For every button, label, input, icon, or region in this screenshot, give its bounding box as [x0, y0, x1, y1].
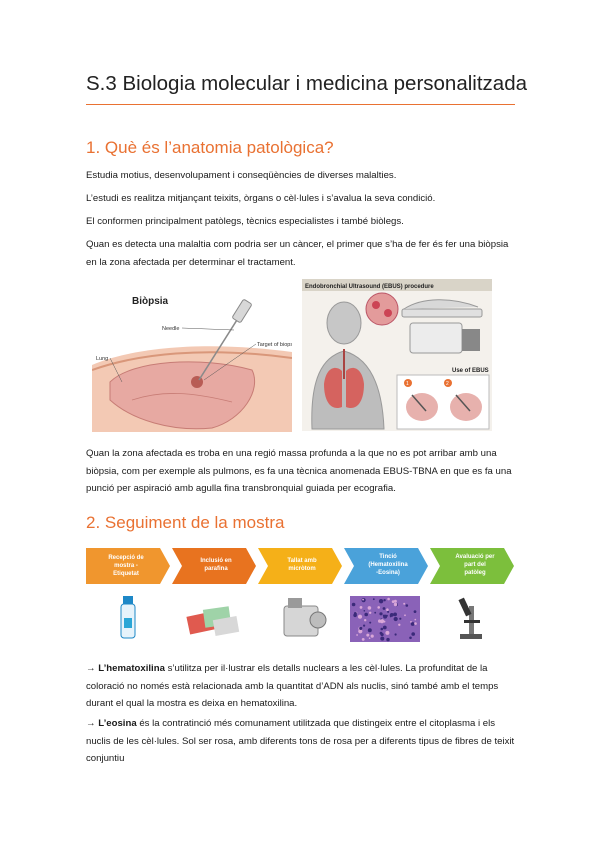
- tissue-texture-dot: [411, 622, 415, 626]
- ebus-figure-title: Endobronchial Ultrasound (EBUS) procedure: [305, 284, 434, 290]
- microscope-image: [458, 598, 482, 639]
- tissue-texture-dot: [411, 632, 415, 636]
- tissue-texture-dot: [394, 617, 398, 621]
- biopsy-illustration: [92, 290, 292, 432]
- biopsy-figure-title: Biòpsia: [132, 296, 169, 307]
- tissue-texture-dot: [383, 615, 387, 619]
- svg-text:2: 2: [446, 381, 449, 387]
- tissue-texture-dot: [404, 614, 406, 616]
- section1-paragraph-3: El conformen principalment patòlegs, tècnics especialistes i també biòlegs.: [86, 216, 404, 227]
- tissue-texture-dot: [352, 603, 356, 607]
- tissue-texture-dot: [399, 618, 401, 620]
- tissue-texture-dot: [381, 633, 384, 636]
- tissue-texture-dot: [414, 610, 417, 613]
- tissue-texture-dot: [392, 600, 395, 603]
- svg-text:1: 1: [406, 381, 409, 387]
- tissue-texture-dot: [369, 612, 371, 614]
- document-title: S.3 Biologia molecular i medicina personalitzada: [86, 72, 527, 95]
- tissue-texture-dot: [395, 633, 397, 635]
- tissue-texture-dot: [368, 628, 372, 632]
- section1-paragraph-1: Estudia motius, desenvolupament i conseqüències de diverses malalties.: [86, 170, 397, 181]
- section1-heading: 1. Què és l’anatomia patològica?: [86, 138, 334, 157]
- process-step-2-label: Inclusió en parafina: [200, 558, 232, 572]
- tissue-texture-dot: [379, 599, 383, 603]
- tissue-texture-dot: [387, 611, 389, 613]
- tissue-texture-dot: [383, 626, 387, 630]
- section1-paragraph-2: L’estudi es realitza mitjançant teixits, òrgans o cèl·lules i s’avalua la seva condició.: [86, 193, 436, 204]
- tissue-texture-dot: [394, 603, 397, 606]
- tissue-texture-dot: [380, 637, 384, 641]
- tissue-texture-dot: [368, 606, 372, 610]
- tissue-texture-dot: [373, 598, 375, 600]
- tissue-texture-dot: [366, 634, 369, 637]
- tissue-texture-dot: [403, 603, 405, 605]
- microtome-image: [284, 598, 326, 636]
- label-lung: Lung: [96, 356, 109, 362]
- tissue-texture-dot: [356, 634, 358, 636]
- tissue-texture-dot: [369, 637, 371, 639]
- tissue-texture-dot: [379, 612, 382, 615]
- process-step-4: [344, 548, 428, 584]
- tissue-texture-dot: [374, 612, 376, 614]
- tissue-texture-dot: [354, 612, 357, 615]
- tissue-texture-dot: [387, 598, 390, 601]
- tissue-texture-dot: [363, 625, 365, 627]
- tissue-texture-dot: [383, 599, 385, 601]
- process-step-1-label: Recepció de mostra -Etiquetat: [108, 555, 144, 577]
- tissue-texture-dot: [385, 631, 389, 635]
- process-step-4-label: Tinció (Hematoxilina -Eosina): [368, 554, 408, 576]
- process-step-3-label: Tallat amb micròtom: [287, 558, 317, 572]
- tissue-texture-dot: [398, 624, 400, 626]
- paraffin-cassettes-image: [186, 606, 239, 636]
- tissue-texture-dot: [360, 606, 363, 609]
- tissue-texture-dot: [364, 610, 366, 612]
- tissue-texture-dot: [380, 619, 384, 623]
- process-step-5: [430, 548, 514, 584]
- hematoxilina-term: L’hematoxilina: [98, 663, 165, 674]
- tissue-texture-dot: [414, 622, 417, 625]
- tissue-texture-dot: [364, 613, 368, 617]
- tissue-texture-dot: [371, 635, 374, 638]
- label-target: Target of biopsy: [257, 342, 292, 348]
- sample-tube-image: [121, 596, 135, 638]
- tissue-texture-dot: [362, 599, 364, 601]
- tissue-texture-dot: [364, 619, 366, 621]
- section2-paragraph-eosina: → L’eosina és la contratinció més comunament utilitzada que distingeix entre el citoplasma i els nuclis de les cèl·lules. Sol ser rosa, amb diferents tons de rosa per a diferents tipus de fibres de teixit conjuntiu: [86, 718, 515, 764]
- process-step-5-label: Avaluació per part del patòleg: [455, 554, 495, 576]
- tissue-texture-dot: [359, 627, 362, 630]
- label-needle: Needle: [162, 326, 180, 332]
- tissue-texture-dot: [362, 638, 365, 641]
- tissue-texture-dot: [386, 638, 389, 641]
- tissue-texture-dot: [377, 606, 380, 609]
- sample-process-diagram: [86, 546, 516, 650]
- section2-heading: 2. Seguiment de la mostra: [86, 513, 285, 532]
- tissue-texture-dot: [383, 607, 386, 610]
- tissue-texture-dot: [381, 628, 384, 631]
- tissue-texture-dot: [406, 604, 409, 607]
- tissue-texture-dot: [358, 615, 362, 619]
- tissue-texture-dot: [393, 613, 397, 617]
- tissue-texture-dot: [386, 608, 389, 611]
- process-step-1: [86, 548, 170, 584]
- section1-paragraph-5: Quan la zona afectada es troba en una regió massa profunda a la que no es pot arribar amb una biòpsia, com per exemple als pulmons, es fa una tècnica anomenada EBUS-TBNA en que es fa una punció per aspiració amb agulla fina transbronquial guiada per ecografia.: [86, 448, 512, 494]
- eosina-term: L’eosina: [98, 718, 137, 729]
- tissue-texture-dot: [415, 619, 417, 621]
- process-step-3: [258, 548, 342, 584]
- process-step-2: [172, 548, 256, 584]
- section2-paragraph-hematoxilina: → L’hematoxilina s’utilitza per il·lustrar els detalls nuclears a les cèl·lules. La profunditat de la coloració no només està relacionada amb la quantitat d’ADN als nuclis, sinó també amb el temps durant el qual la mostra es deixa en hematoxilina.: [86, 663, 499, 709]
- tissue-texture-dot: [409, 637, 412, 640]
- ebus-illustration: [302, 279, 492, 431]
- tissue-texture-dot: [369, 622, 371, 624]
- title-underline: [86, 104, 515, 105]
- section1-paragraph-4: Quan es detecta una malaltia com podria ser un càncer, el primer que s’ha de fer és fer una biòpsia en la zona afectada per determinar el tractament.: [86, 239, 509, 268]
- stained-tissue-image: [350, 596, 420, 642]
- tissue-texture-dot: [390, 616, 392, 618]
- ebus-use-label: Use of EBUS: [452, 368, 489, 374]
